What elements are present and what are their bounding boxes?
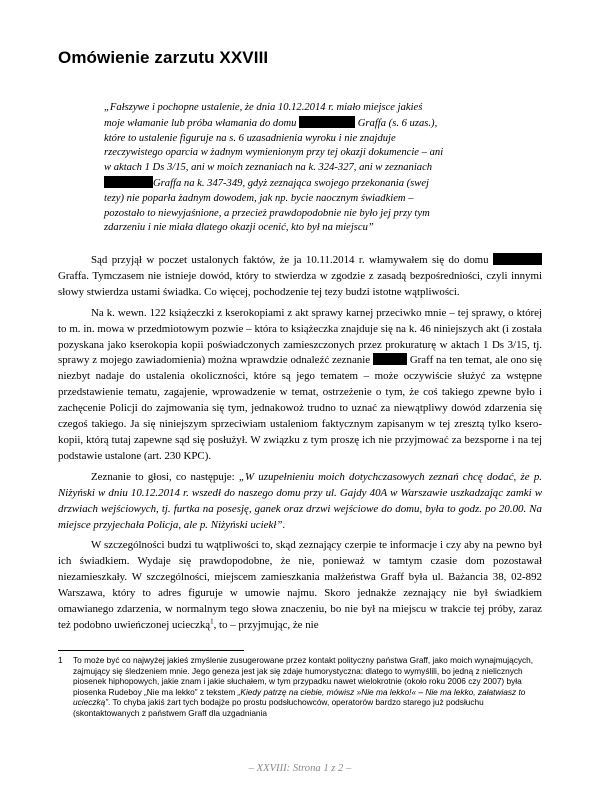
- paragraph: W szczególności budzi tu wątpliwości to, skąd zeznający czerpie te informacje i czy aby na pewno był ich świadkiem. Wydaje się prawdopodobne, że nie, ponieważ w tamtym czasie dom pozostawał niezamieszkały. W szczególności, miejscem zamieszkania małżeństwa Graff była ul. Bażancia 38, 02-892 Warszawa, który to adres figuruje w umowie najmu. Skoro jednakże zeznający nie był świadkiem omawianego zdarzenia, w normalnym tego słowa znaczeniu, bo nie był na miejscu w trakcie tej próby, zaraz też podobno uwieńczonej ucieczką$^1$, to – przyjmując, że nie: [58, 539, 542, 631]
- redaction-bar: [373, 353, 407, 365]
- section-title: Omówienie zarzutu XXVIII: [58, 48, 269, 67]
- footnote-text: To może być co najwyżej jakieś zmyślenie zusugerowane przez kontakt polityczny państwa Graff, jako moich wynajmujących, zajmujący się śledzeniem mnie. Jego geneza jest jak się zdaje humorystyczna: dlatego to wymyślili, bo jedną z nielicznych piosenek hiphopowych, jakie znam i jakie słuchałem, w tym przypadku nawet wielokrotnie (około roku 2006 czy 2007) była piosenka Rudeboy „Nie ma lekko” z tekstem „Kiedy patrzę na ciebie, mówisz »Nie ma lekko!« – Nie ma lekko, załatwiasz to ucieczką”. To chyba jakiś żart tych bodajże po prostu podsłuchowców, operatorów bardzo starego już podsłuchu (skontaktowanych z państwem Graff dla uzgadniania: [73, 655, 534, 718]
- footnote: [58, 655, 542, 719]
- footnote-number: 1: [58, 655, 63, 665]
- quote-line: rzeczywistego oparcia w żadnym wymienionym przy tej okazji dokumencie – ani: [104, 147, 444, 159]
- body-text: [58, 253, 542, 639]
- footnote-ref[interactable]: 1: [210, 617, 214, 626]
- paragraph: Sąd przyjął w poczet ustalonych faktów, że ja 10.11.2014 r. włamywałem się do domu Graffa. Tymczasem nie istnieje dowód, który to stwierdza w zgodzie z zasadą bezpośredniości, czyli innymi słowy stwierdza ustami świadka. Co więcej, pochodzenie tej tezy budzi istotne wątpliwości.: [58, 254, 542, 298]
- quote-line: „Fałszywe i pochopne ustalenie, że dnia 10.12.2014 r. miało miejsce jakieś: [104, 102, 423, 113]
- quote-line: zdarzeniu i nie miała dlatego okazji ocenić, kto był na miejscu”: [104, 222, 374, 234]
- quote-line: w aktach 1 Ds 3/15, ani w moich zeznaniach na k. 324-327, ani w zeznaniach: [104, 162, 433, 174]
- quote-line: które to ustalenie figuruje na s. 6 uzasadnienia wyroku i nie znajduje: [104, 132, 396, 144]
- page-footer: – XXVIII: Strona 1 z 2 –: [248, 763, 352, 774]
- quoted-charge: [104, 101, 496, 236]
- quote-line: Graffa na k. 347-349, gdyż zeznająca swojego przekonania (swej: [104, 176, 496, 192]
- footnote-separator: [58, 650, 244, 651]
- quote-line: pozostało to niewyjaśnione, a przecież prawdopodobnie nie było jej przy tym: [104, 207, 430, 219]
- paragraph: Na k. wewn. 122 książeczki z kserokopiami z akt sprawy karnej przeciwko mnie – tej sprawy, o której to m. in. mowa w przedmiotowym pozwie – która to książeczka znajduje się na k. 46 niniejszych akt (i została pozyskana jako kserokopia kopii poświadczonych zamieszczonych przez prokuraturę w aktach 1 Ds 3/15, tj. sprawy z mojego zawiadomienia) można wprawdzie odnaleźć zeznanie Graff na ten temat, ale ono się niezbyt nadaje do ustalenia okoliczności, które są jego tematem – może oczywiście służyć za wstępne przedstawienie tematu, zagajenie, wprowadzenie w temat, ostrzeżenie o tym, że coś takiego zpewne było i zachęcenie Policji do zajmowania się tym, jednakowoż trudno to uznać za niewątpliwy dowód zdarzenia się czegoś takiego. Ja się niniejszym sprzeciwiam ustaleniom faktycznym zapisanym w tej zresztą tylko kserokopii, którą tutaj zapewne sąd się posłużył. W związku z tym proszę ich nie przyjmować za bezsporne i na tej podstawie ustalone (art. 230 KPC).: [58, 306, 542, 462]
- quoted-testimony: „W uzupełnieniu moich dotychczasowych zeznań chcę dodać, że p. Niżyński w dniu 10.12.2014 r. wszedł do naszego domu przy ul. Gajdy 40A w Warszawie uszkadzając zamki w drzwiach wejściowych, tj. furtka na posesję, ganek oraz drzwi wejściowe do domu, była to godz. po 20.00. Na miejsce przyjechała Policja, ale p. Niżyński uciekł”: [58, 470, 542, 531]
- redaction-bar: [299, 116, 355, 128]
- redaction-bar: [493, 253, 542, 265]
- quote-line: moje włamanie lub próba włamania do domu Graffa (s. 6 uzas.),: [104, 117, 438, 129]
- paragraph: Zeznanie to głosi, co następuje: „W uzupełnieniu moich dotychczasowych zeznań chcę dodać, że p. Niżyński w dniu 10.12.2014 r. wszedł do naszego domu przy ul. Gajdy 40A w Warszawie uszkadzając zamki w drzwiach wejściowych, tj. furtka na posesję, ganek oraz drzwi wejściowe do domu, była to godz. po 20.00. Na miejsce przyjechała Policja, ale p. Niżyński uciekł”.: [58, 470, 542, 531]
- quote-line: tezy) nie poparła żadnym dowodem, jak np. bycie naocznym świadkiem –: [104, 192, 414, 204]
- redaction-bar: [104, 176, 153, 188]
